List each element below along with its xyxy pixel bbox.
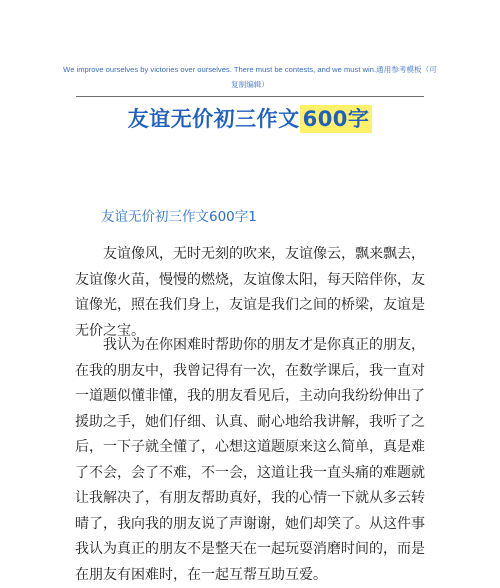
title-highlight-text: 600字 (300, 105, 373, 133)
body-paragraph-2: 我认为在你困难时帮助你的朋友才是你真正的朋友，在我的朋友中，我曾记得有一次，在数学课后，我一直对一道题似懂非懂，我的朋友看见后，主动向我纷纷伸出了援助之手，她们仔细、认真、耐心地给我讲解，我听了之后，一下子就全懂了，心想这道题原来这么简单，真是难了不会，会了不难，不一会，这道让我一直头痛的难题就让我解决了，有朋友帮助真好，我的心情一下就从多云转晴了，我向我的朋友说了声谢谢，她们却笑了。从这件事我认为真正的朋友不是整天在一起玩耍消磨时间的，而是在朋友有困难时，在一起互帮互助互爱。 (75, 337, 425, 583)
page-title (0, 100, 500, 138)
section-heading: 友谊无价初三作文600字1 (101, 209, 257, 225)
header-divider (76, 96, 424, 97)
title-main-text: 友谊无价初三作文 (127, 107, 300, 131)
body-paragraph-1: 友谊像风，无时无刻的吹来，友谊像云，飘来飘去，友谊像火苗，慢慢的燃烧，友谊像太阳，每天陪伴你，友谊像光，照在我们身上，友谊是我们之间的桥梁，友谊是无价之宝。 (75, 246, 425, 339)
header-motto: We improve ourselves by victories over ourselves. There must be contests, and we must win.通用参考模板（可复制编辑） (63, 65, 437, 89)
